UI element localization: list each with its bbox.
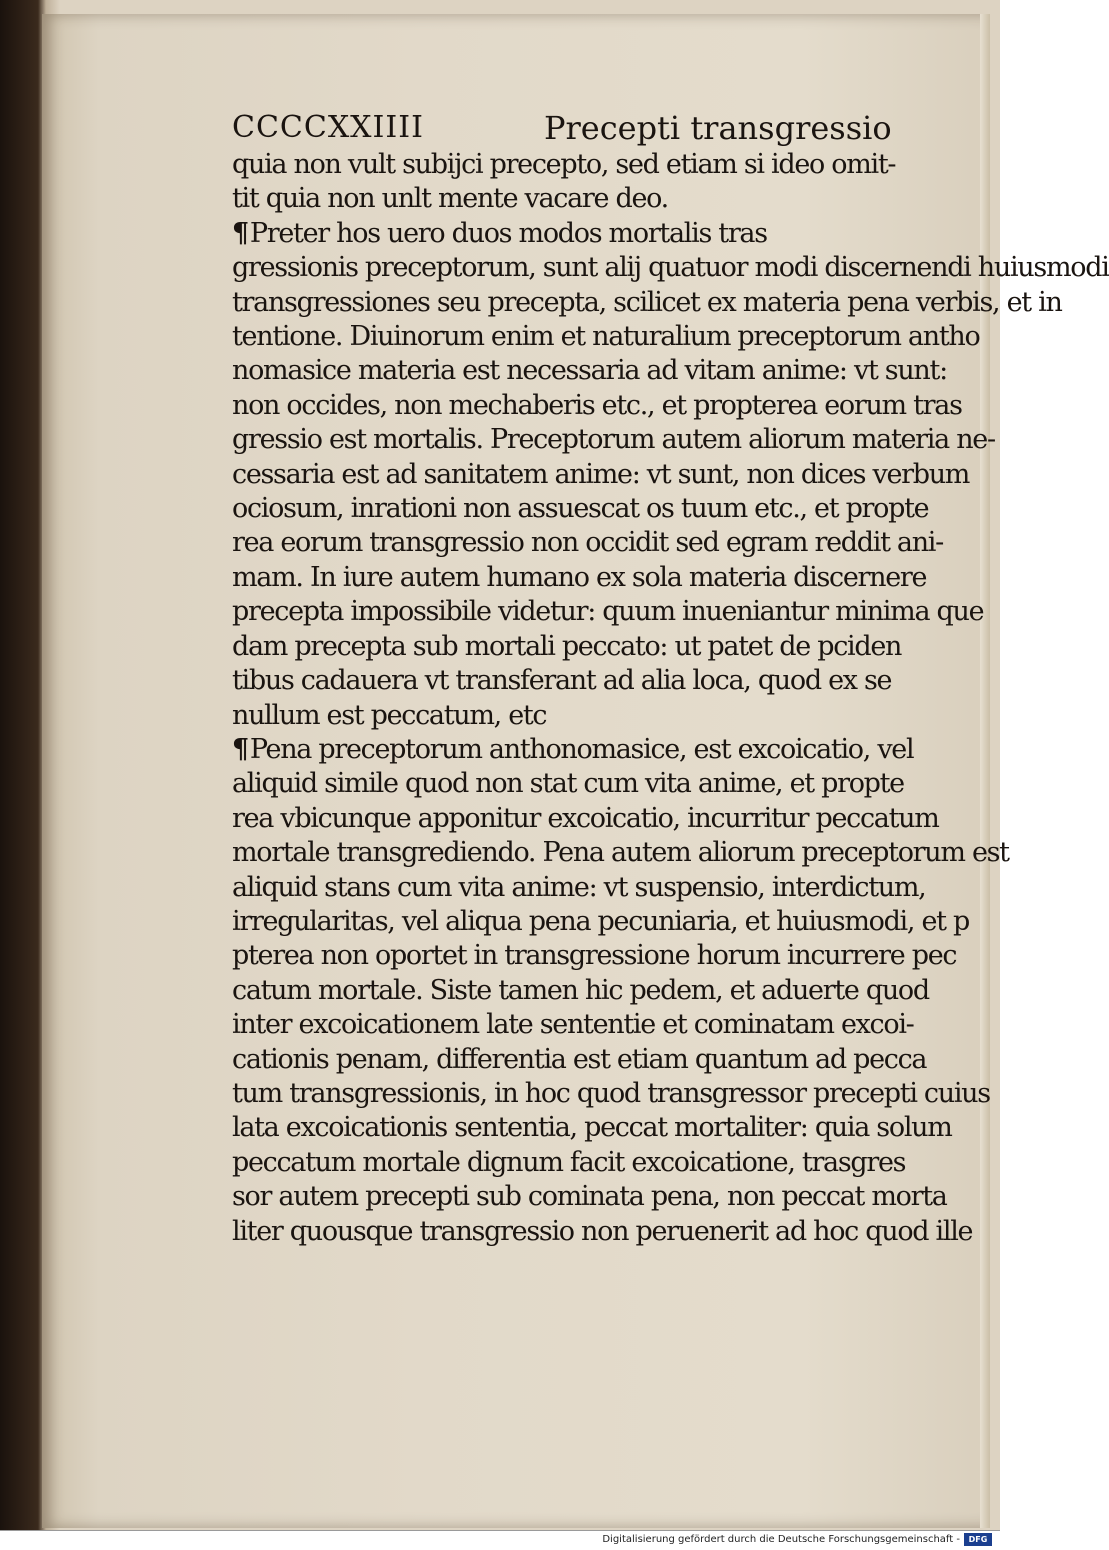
line-text: aliquid simile quod non stat cum vita anime, et propte [232, 768, 904, 800]
text-line [232, 1215, 973, 1249]
text-line [232, 595, 984, 629]
text-line [232, 526, 952, 560]
text-line [232, 492, 952, 526]
text-line [232, 1043, 952, 1077]
line-text: catum mortale. Siste tamen hic pedem, et aduerte quod [232, 974, 929, 1006]
line-text: cessaria est ad sanitatem anime: vt sunt, non dices verbum [232, 458, 970, 490]
text-line [232, 733, 952, 767]
line-text: Pena preceptorum anthonomasice, est excoicatio, vel [249, 733, 914, 765]
text-line [232, 217, 952, 251]
text-line [232, 939, 957, 973]
text-line [232, 320, 980, 354]
folio-number: CCCCXXIIII [232, 110, 424, 145]
line-text: inter excoicationem late sententie et cominatam excoi- [232, 1009, 914, 1041]
line-text: dam precepta sub mortali peccato: ut patet de pciden [232, 630, 902, 662]
line-text: pterea non oportet in transgressione horum incurrere pec [232, 940, 957, 972]
line-text: rea vbicunque apponitur excoicatio, incurritur peccatum [232, 802, 939, 834]
text-line [232, 664, 952, 698]
footer-bar [0, 1530, 1000, 1550]
line-text: peccatum mortale dignum facit excoicatione, trasgres [232, 1146, 906, 1178]
text-line [232, 286, 1062, 320]
line-text: liter quousque transgressio non peruenerit ad hoc quod ille [232, 1215, 973, 1247]
line-text: gressio est mortalis. Preceptorum autem aliorum materia ne- [232, 424, 995, 456]
dfg-logo: DFG [964, 1533, 992, 1546]
line-text: quia non vult subijci precepto, sed etiam si ideo omit- [232, 149, 896, 180]
page-edge [980, 14, 990, 1528]
pilcrow-icon: ¶ [232, 733, 248, 765]
line-text: irregularitas, vel aliqua pena pecuniaria, et huiusmodi, et p [232, 905, 969, 937]
line-text: mam. In iure autem humano ex sola materia discernere [232, 561, 927, 593]
line-text: nullum est peccatum, etc [232, 699, 547, 731]
line-text: nomasice materia est necessaria ad vitam anime: vt sunt: [232, 355, 947, 387]
line-text: sor autem precepti sub cominata pena, non peccat morta [232, 1181, 947, 1213]
line-text: transgressiones seu precepta, scilicet ex materia pena verbis, et in [232, 286, 1062, 318]
text-line [232, 354, 952, 388]
text-line [232, 699, 952, 733]
line-text: ociosum, inrationi non assuescat os tuum etc., et propte [232, 493, 929, 525]
running-title: Precepti transgressio [543, 109, 892, 147]
text-line [232, 767, 952, 801]
line-text: tibus cadauera vt transferant ad alia loca, quod ex se [232, 665, 892, 697]
text-line [232, 1008, 952, 1042]
text-line [232, 974, 952, 1008]
text-line [232, 836, 1009, 870]
text-line [232, 561, 952, 595]
body-text [232, 148, 1109, 1249]
line-text: precepta impossibile videtur: quum inueniantur minima que [232, 596, 984, 628]
text-line [232, 1180, 952, 1214]
line-text: tentione. Diuinorum enim et naturalium preceptorum antho [232, 321, 980, 353]
line-text: tum transgressionis, in hoc quod transgressor precepti cuius [232, 1077, 990, 1109]
text-line [232, 389, 962, 423]
text-line [232, 1111, 952, 1145]
text-line [232, 630, 952, 664]
line-text: non occides, non mechaberis etc., et propterea eorum tras [232, 389, 962, 421]
text-line [232, 458, 970, 492]
line-text: lata excoicationis sententia, peccat mortaliter: quia solum [232, 1112, 952, 1144]
line-text: gressionis preceptorum, sunt alij quatuor modi discernendi huiusmodi [232, 252, 1109, 284]
text-line [232, 182, 952, 216]
line-text: mortale transgrediendo. Pena autem aliorum preceptorum est [232, 837, 1009, 869]
text-line [232, 802, 952, 836]
line-text: tit quia non unlt mente vacare deo. [232, 183, 668, 215]
pilcrow-icon: ¶ [232, 217, 248, 249]
line-text: rea eorum transgressio non occidit sed egram reddit ani- [232, 527, 943, 559]
text-line [232, 251, 1109, 285]
page-header [232, 108, 952, 148]
text-line [232, 1146, 952, 1180]
footer-credit: Digitalisierung gefördert durch die Deutsche Forschungsgemeinschaft - [602, 1534, 960, 1545]
line-text: cationis penam, differentia est etiam quantum ad pecca [232, 1043, 927, 1075]
text-line [232, 423, 995, 457]
text-line [232, 871, 952, 905]
text-block [232, 108, 1109, 1249]
line-text: Preter hos uero duos modos mortalis tras [249, 217, 767, 249]
line-text: aliquid stans cum vita anime: vt suspensio, interdictum, [232, 871, 926, 903]
text-line [232, 148, 952, 182]
text-line [232, 905, 969, 939]
text-line [232, 1077, 990, 1111]
